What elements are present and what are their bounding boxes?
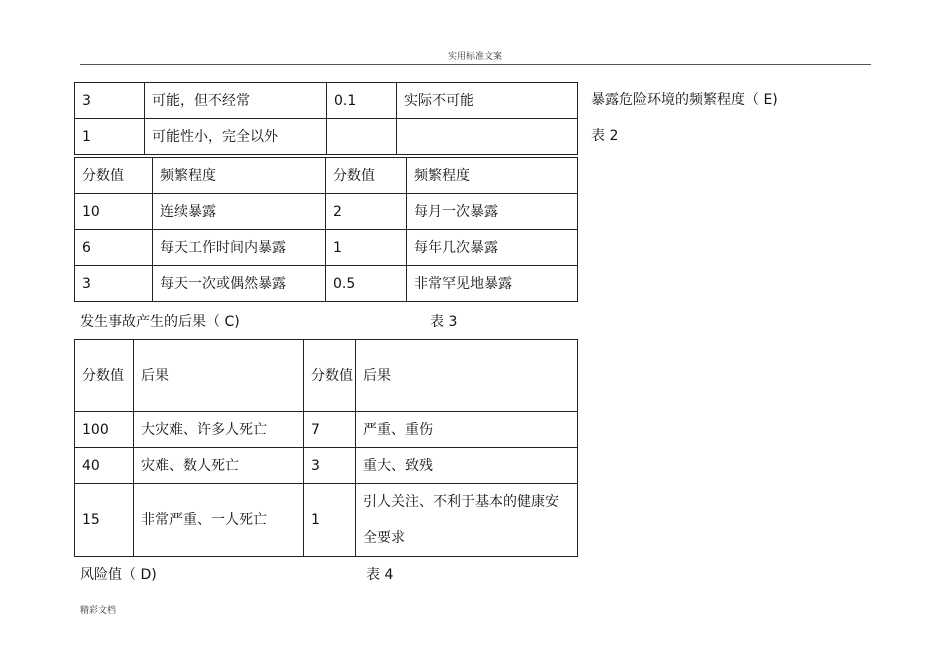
column-header: 频繁程度: [407, 158, 578, 194]
table-cell: 3: [304, 448, 356, 484]
table-header-row: [75, 158, 578, 194]
table-cell: 每月一次暴露: [407, 194, 578, 230]
section4-caption: 风险值（ D): [80, 567, 157, 583]
page-footer-text: 精彩文档: [80, 606, 117, 616]
column-header: 分数值: [304, 340, 356, 412]
table-cell: 引人关注、不利于基本的健康安全要求: [356, 484, 578, 557]
table-cell: 40: [75, 448, 134, 484]
table-cell: 0.5: [326, 266, 407, 302]
page-header-title: 实用标准文案: [447, 52, 502, 62]
table-cell: 可能，但不经常: [145, 83, 327, 119]
table-cell: 连续暴露: [153, 194, 326, 230]
section3-table-label: 表 3: [430, 314, 458, 330]
table-2: [74, 157, 578, 302]
table-cell: 15: [75, 484, 134, 557]
table-row: [75, 412, 578, 448]
column-header: 分数值: [75, 158, 153, 194]
column-header: 后果: [134, 340, 304, 412]
table-row: [75, 230, 578, 266]
table-cell: 3: [75, 83, 145, 119]
table-cell: 重大、致残: [356, 448, 578, 484]
column-header: 分数值: [326, 158, 407, 194]
header-divider: [80, 64, 871, 65]
table-cell: 3: [75, 266, 153, 302]
table-cell: 可能性小，完全以外: [145, 119, 327, 155]
section4-table-label: 表 4: [366, 567, 394, 583]
column-header: 分数值: [75, 340, 134, 412]
table-cell: [327, 119, 397, 155]
table-cell: [397, 119, 578, 155]
table-cell: 1: [326, 230, 407, 266]
table-1: [74, 82, 578, 155]
table-cell: 每天一次或偶然暴露: [153, 266, 326, 302]
column-header: 频繁程度: [153, 158, 326, 194]
table-cell: 严重、重伤: [356, 412, 578, 448]
table-cell: 0.1: [327, 83, 397, 119]
table-row: [75, 484, 578, 557]
side-caption: 暴露危险环境的频繁程度（ E): [591, 92, 778, 108]
table-cell: 每年几次暴露: [407, 230, 578, 266]
table-row: [75, 83, 578, 119]
table-row: [75, 119, 578, 155]
table-cell: 非常罕见地暴露: [407, 266, 578, 302]
column-header: 后果: [356, 340, 578, 412]
table-cell: 灾难、数人死亡: [134, 448, 304, 484]
side-table-label: 表 2: [591, 128, 619, 144]
table-cell: 实际不可能: [397, 83, 578, 119]
table-cell: 10: [75, 194, 153, 230]
table-header-row: [75, 340, 578, 412]
table-cell: 1: [304, 484, 356, 557]
section3-caption: 发生事故产生的后果（ C): [80, 314, 240, 330]
table-cell: 2: [326, 194, 407, 230]
table-cell: 每天工作时间内暴露: [153, 230, 326, 266]
table-cell: 7: [304, 412, 356, 448]
table-cell: 6: [75, 230, 153, 266]
table-cell: 100: [75, 412, 134, 448]
table-cell: 1: [75, 119, 145, 155]
table-row: [75, 448, 578, 484]
table-row: [75, 194, 578, 230]
table-cell: 非常严重、一人死亡: [134, 484, 304, 557]
table-cell: 大灾难、许多人死亡: [134, 412, 304, 448]
table-3: [74, 339, 578, 557]
table-row: [75, 266, 578, 302]
